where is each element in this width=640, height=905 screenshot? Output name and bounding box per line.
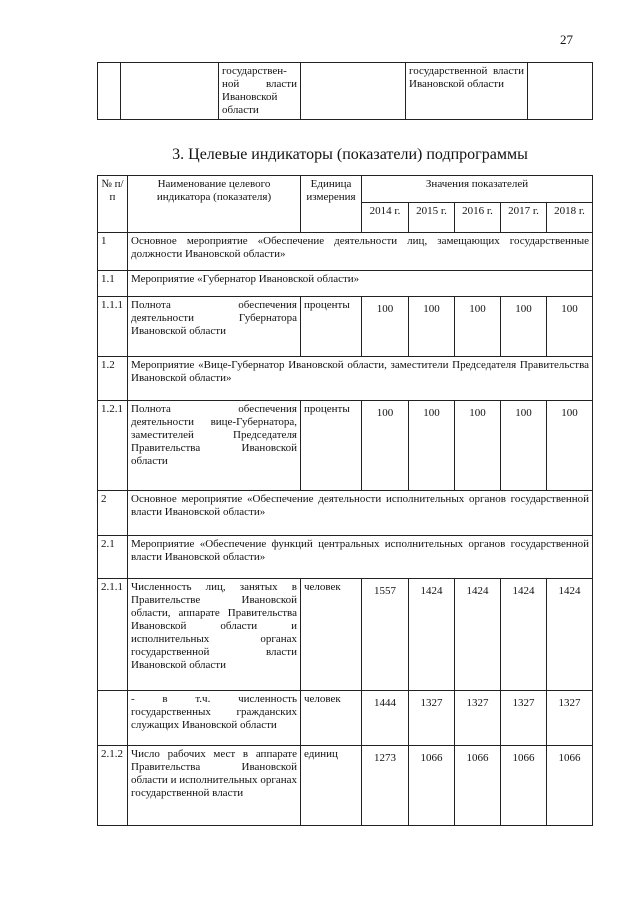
header-year: 2018 г. — [547, 203, 593, 233]
table-cell: 1424 — [547, 579, 593, 691]
table-cell: Основное мероприятие «Обеспечение деятельности лиц, замещающих государственные должности Ивановской области» — [128, 233, 593, 271]
table-cell: 100 — [501, 297, 547, 357]
table-cell: Полнота обеспечения деятельности вице-Губернатора, заместителей Председателя Правительства Ивановской области — [128, 401, 301, 491]
table-cell: 1327 — [501, 691, 547, 746]
table-row — [98, 357, 593, 401]
table-cell: Основное мероприятие «Обеспечение деятельности исполнительных органов государственной власти Ивановской области» — [128, 491, 593, 536]
table-cell: 2.1.2 — [98, 746, 128, 826]
table-cell: 1.1.1 — [98, 297, 128, 357]
table-cell: 1327 — [455, 691, 501, 746]
table-cell: проценты — [301, 297, 362, 357]
table-cell: 1066 — [409, 746, 455, 826]
table-cell: 100 — [362, 401, 409, 491]
table-cell: государствен-ной власти Ивановской области — [219, 63, 301, 120]
table-row — [98, 536, 593, 579]
header-year: 2017 г. — [501, 203, 547, 233]
table-cell: 1066 — [547, 746, 593, 826]
header-num: № п/п — [98, 176, 128, 233]
table-cell — [98, 691, 128, 746]
header-year: 2014 г. — [362, 203, 409, 233]
table-row — [98, 401, 593, 491]
table-cell: человек — [301, 579, 362, 691]
table-cell: единиц — [301, 746, 362, 826]
table-cell: 1273 — [362, 746, 409, 826]
table-cell: 1066 — [501, 746, 547, 826]
header-year: 2016 г. — [455, 203, 501, 233]
table-cell: 1424 — [501, 579, 547, 691]
table-cell: 100 — [547, 401, 593, 491]
table-cell: 100 — [409, 401, 455, 491]
table-cell: 1327 — [409, 691, 455, 746]
table-row — [98, 297, 593, 357]
header-unit: Единица измерения — [301, 176, 362, 233]
table-cell: 100 — [455, 297, 501, 357]
table-cell: Полнота обеспечения деятельности Губернатора Ивановской области — [128, 297, 301, 357]
page-number: 27 — [560, 32, 573, 47]
table-cell: 2.1 — [98, 536, 128, 579]
table-cell: 100 — [455, 401, 501, 491]
table-cell: 2.1.1 — [98, 579, 128, 691]
table-cell: 100 — [501, 401, 547, 491]
table-cell: человек — [301, 691, 362, 746]
table-cell: Мероприятие «Обеспечение функций центральных исполнительных органов государственной власти Ивановской области» — [128, 536, 593, 579]
table-cell: 100 — [362, 297, 409, 357]
table-row — [98, 271, 593, 297]
table-row — [98, 233, 593, 271]
table-cell: 1327 — [547, 691, 593, 746]
table-cell: 1.2.1 — [98, 401, 128, 491]
table-row — [98, 579, 593, 691]
section-title: 3. Целевые индикаторы (показатели) подпрограммы — [172, 146, 528, 163]
table-cell: 1424 — [409, 579, 455, 691]
table-cell: 1.1 — [98, 271, 128, 297]
table-cell: 1444 — [362, 691, 409, 746]
table-cell: государственной власти Ивановской области — [406, 63, 528, 120]
table-row — [98, 691, 593, 746]
table-cell: Мероприятие «Вице-Губернатор Ивановской области, заместители Председателя Правительства Ивановской области» — [128, 357, 593, 401]
table-cell: 100 — [409, 297, 455, 357]
continued-table — [97, 62, 593, 120]
table-cell: Число рабочих мест в аппарате Правительства Ивановской области и исполнительных органах государственной власти — [128, 746, 301, 826]
indicators-table — [97, 175, 593, 826]
header-values: Значения показателей — [362, 176, 593, 203]
table-cell: 1424 — [455, 579, 501, 691]
table-cell: Численность лиц, занятых в Правительстве Ивановской области, аппарате Правительства Ивановской области и исполнительных органах государственной власти Ивановской области — [128, 579, 301, 691]
table-cell: 100 — [547, 297, 593, 357]
table-row — [98, 491, 593, 536]
header-name: Наименование целевого индикатора (показателя) — [128, 176, 301, 233]
table-cell: 1066 — [455, 746, 501, 826]
table-cell: проценты — [301, 401, 362, 491]
table-cell: 1.2 — [98, 357, 128, 401]
table-cell: Мероприятие «Губернатор Ивановской области» — [128, 271, 593, 297]
table-cell: - в т.ч. численность государственных гражданских служащих Ивановской области — [128, 691, 301, 746]
table-cell: 1 — [98, 233, 128, 271]
table-cell: 1557 — [362, 579, 409, 691]
header-year: 2015 г. — [409, 203, 455, 233]
table-cell: 2 — [98, 491, 128, 536]
table-row — [98, 746, 593, 826]
